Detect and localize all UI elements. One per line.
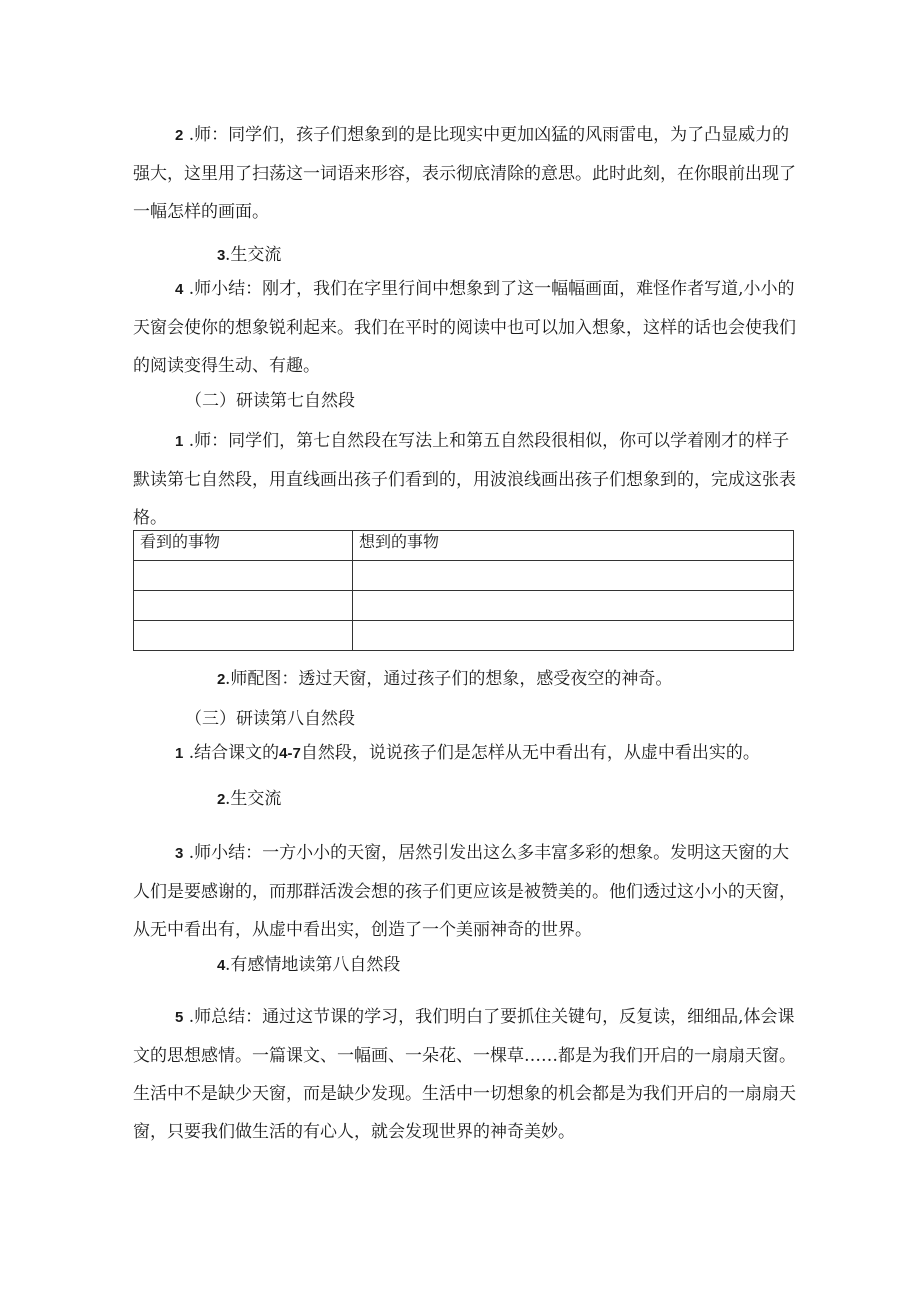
observation-table — [133, 530, 794, 651]
paragraph-text: .师配图：透过天窗，通过孩子们的想象，感受夜空的神奇。 — [225, 669, 673, 689]
item-number: 3 — [175, 845, 184, 862]
section3-paragraph-2 — [133, 780, 798, 819]
paragraph-2 — [133, 116, 798, 231]
paragraph-range: 4-7 — [279, 745, 301, 762]
section2-paragraph-2 — [133, 660, 798, 699]
table-cell[interactable] — [353, 621, 794, 651]
paragraph-text-post: 自然段，说说孩子们是怎样从无中看出有，从虚中看出实的。 — [300, 743, 760, 763]
item-number: 2 — [217, 671, 226, 688]
item-number: 2 — [175, 127, 184, 144]
paragraph-text: .师小结：刚才，我们在字里行间中想象到了这一幅幅画面，难怪作者写道,小小的天窗会使你的想象锐利起来。我们在平时的阅读中也可以加入想象，这样的话也会使我们的阅读变得生动、有趣。 — [133, 279, 796, 376]
paragraph-4 — [133, 270, 798, 385]
table-header-row — [134, 531, 794, 561]
paragraph-text: .有感情地读第八自然段 — [225, 955, 401, 975]
item-number: 1 — [175, 745, 184, 762]
item-number: 4 — [175, 281, 184, 298]
section3-paragraph-3 — [133, 834, 798, 949]
section3-paragraph-4 — [133, 946, 798, 985]
paragraph-text: .生交流 — [225, 245, 282, 265]
item-number: 5 — [175, 1009, 184, 1026]
section3-paragraph-5 — [133, 998, 798, 1151]
paragraph-text: .生交流 — [225, 789, 282, 809]
table-header-imagined: 想到的事物 — [353, 531, 794, 561]
paragraph-text: .师总结：通过这节课的学习，我们明白了要抓住关键句，反复读，细细品,体会课文的思想感情。一篇课文、一幅画、一朵花、一棵草……都是为我们开启的一扇扇天窗。生活中不是缺少天窗，而是缺少发现。生活中一切想象的机会都是为我们开启的一扇扇天窗，只要我们做生活的有心人，就会发现世界的神奇美妙。 — [133, 1007, 796, 1142]
table-header-seen: 看到的事物 — [134, 531, 353, 561]
section2-paragraph-1 — [133, 422, 798, 537]
table-cell[interactable] — [134, 561, 353, 591]
item-number: 3 — [217, 247, 226, 264]
item-number: 4 — [217, 957, 226, 974]
paragraph-text: .师小结：一方小小的天窗，居然引发出这么多丰富多彩的想象。发明这天窗的大人们是要感谢的，而那群活泼会想的孩子们更应该是被赞美的。他们透过这小小的天窗，从无中看出有，从虚中看出实，创造了一个美丽神奇的世界。 — [133, 843, 796, 940]
table-cell[interactable] — [134, 591, 353, 621]
paragraph-text: .师：同学们，孩子们想象到的是比现实中更加凶猛的风雨雷电，为了凸显威力的强大，这里用了扫荡这一词语来形容，表示彻底清除的意思。此时此刻，在你眼前出现了一幅怎样的画面。 — [133, 125, 796, 222]
table-cell[interactable] — [134, 621, 353, 651]
item-number: 1 — [175, 433, 184, 450]
table-row — [134, 621, 794, 651]
section-heading-3: （三）研读第八自然段 — [185, 709, 355, 729]
table-row — [134, 561, 794, 591]
table-row — [134, 591, 794, 621]
item-number: 2 — [217, 791, 226, 808]
table-cell[interactable] — [353, 561, 794, 591]
section3-paragraph-1 — [133, 734, 798, 773]
table-cell[interactable] — [353, 591, 794, 621]
paragraph-text-pre: .结合课文的 — [188, 743, 280, 763]
paragraph-text: .师：同学们，第七自然段在写法上和第五自然段很相似，你可以学着刚才的样子默读第七自然段，用直线画出孩子们看到的，用波浪线画出孩子们想象到的，完成这张表格。 — [133, 431, 796, 528]
section-heading-2: （二）研读第七自然段 — [185, 391, 355, 411]
